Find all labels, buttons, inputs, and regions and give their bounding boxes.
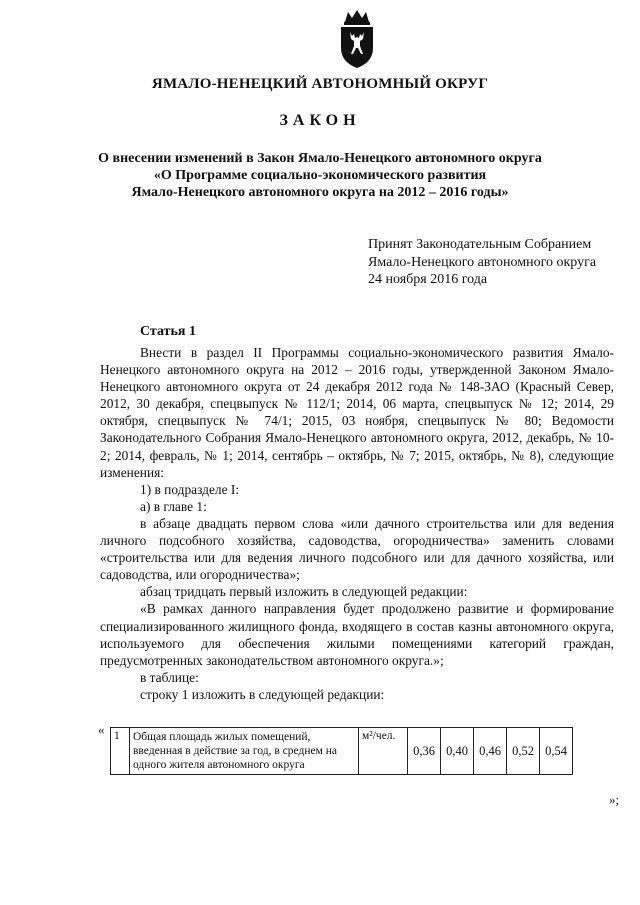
law-subject — [40, 150, 600, 201]
quote-close-mark: »; — [609, 792, 620, 807]
indicator-name: Общая площадь жилых помещений, введенная в действие за год, в среднем на одного жителя автономного округа — [130, 728, 359, 775]
indicator-value: 0,52 — [507, 728, 540, 775]
coat-of-arms-deer-icon — [335, 8, 379, 70]
paragraph: в абзаце двадцать первом слова «или дачного строительства или для ведения личного подсобного хозяйства, садоводства, огородничества» заменить словами «строительства или для ведения личного подсобного или для дачного хозяйства, или садоводства, или огородничества»; — [100, 515, 614, 583]
paragraph: строку 1 изложить в следующей редакции: — [140, 686, 385, 702]
indicator-table — [110, 727, 573, 775]
indicator-value: 0,54 — [540, 728, 573, 775]
paragraph: 1) в подразделе I: — [140, 481, 240, 497]
paragraph: абзац тридцать первый изложить в следующей редакции: — [140, 584, 468, 600]
subject-line: О внесении изменений в Закон Ямало-Ненецкого автономного округа — [98, 151, 542, 166]
indicator-value: 0,40 — [441, 728, 474, 775]
adoption-line: 24 ноября 2016 года — [368, 272, 488, 287]
adoption-line: Ямало-Ненецкого автономного округа — [368, 254, 597, 270]
indicator-value: 0,46 — [474, 728, 507, 775]
paragraph: «В рамках данного направления будет продолжено развитие и формирование специализированного жилищного фонда, входящего в состав казны автономного округа, используемого для обеспечения жилыми помещениями категорий граждан, предусмотренных законодательством автономного округа.»; — [100, 601, 614, 668]
paragraph: Внести в раздел II Программы социально-экономического развития Ямало-Ненецкого автономного округа на 2012 – 2016 годы, утвержденной Законом Ямало-Ненецкого автономного округа от 24 декабря 2012 года № 148-ЗАО (Красный Север, 2012, 30 декабря, спецвыпуск № 112/1; 2014, 06 марта, спецвыпуск № 12; 2014, 29 октября, спецвыпуск № 74/1; 2015, 03 ноября, спецвыпуск № 80; Ведомости Законодательного Собрания Ямало-Ненецкого автономного округа, 2012, декабрь, № 10-2; 2014, февраль, № 1; 2014, сентябрь – октябрь, № 7; 2015, октябрь, № 8), следующие изменения: — [100, 345, 614, 480]
row-number: 1 — [111, 728, 130, 775]
article-heading: Статья 1 — [140, 324, 196, 339]
subject-line: «О Программе социально-экономического развития — [153, 168, 487, 183]
paragraph: а) в главе 1: — [140, 498, 207, 514]
article-body — [100, 344, 614, 703]
indicator-unit: м²/чел. — [359, 728, 408, 775]
subject-line: Ямало-Ненецкого автономного округа на 2012 – 2016 годы» — [131, 185, 509, 200]
adoption-line: Принят Законодательным Собранием — [368, 237, 592, 252]
indicator-value: 0,36 — [408, 728, 441, 775]
adoption-note — [368, 236, 596, 289]
quote-open-mark: « — [98, 722, 105, 737]
table-row — [111, 728, 573, 775]
law-title: ЗАКОН — [279, 112, 361, 129]
region-name: ЯМАЛО-НЕНЕЦКИЙ АВТОНОМНЫЙ ОКРУГ — [151, 76, 489, 92]
paragraph: в таблице: — [140, 669, 199, 685]
